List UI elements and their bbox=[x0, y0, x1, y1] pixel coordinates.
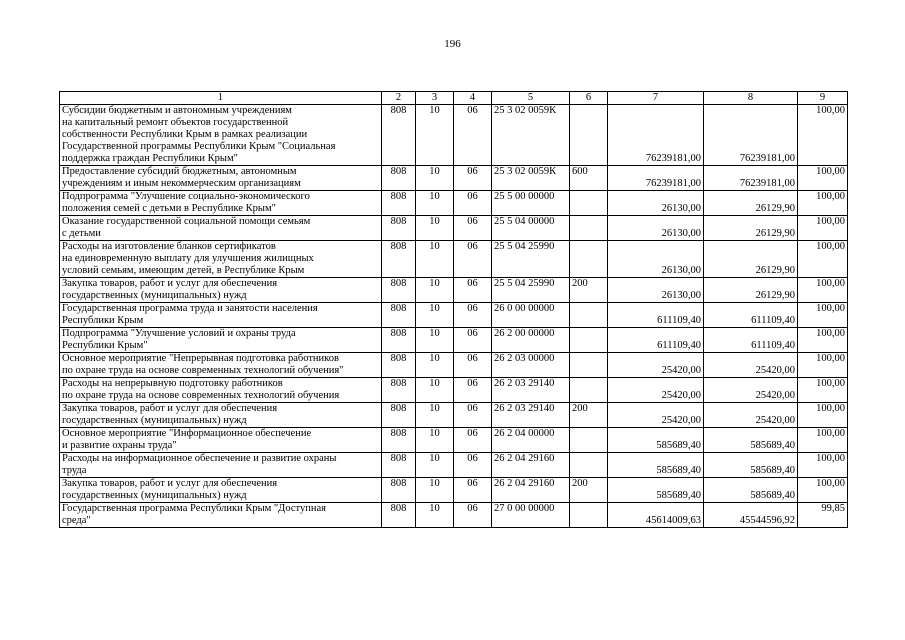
item-name-line: с детьми bbox=[62, 228, 101, 239]
executed-amount-cell: 26129,90 bbox=[704, 241, 798, 278]
expense-type-cell bbox=[570, 353, 608, 378]
item-name-line: Республики Крым bbox=[62, 315, 144, 326]
table-row bbox=[60, 503, 848, 528]
item-name-line: среда" bbox=[62, 515, 91, 526]
item-name-line: поддержка граждан Республики Крым" bbox=[62, 153, 238, 164]
item-name-line: Подпрограмма "Улучшение социально-экономического bbox=[62, 191, 310, 202]
item-name-line: Субсидии бюджетным и автономным учреждениям bbox=[62, 105, 292, 116]
header-cell: 6 bbox=[570, 92, 608, 105]
execution-percent-cell: 100,00 bbox=[798, 241, 848, 278]
item-name-line: на единовременную выплату для улучшения жилищных bbox=[62, 253, 314, 264]
ministry-code-cell: 808 bbox=[382, 191, 416, 216]
executed-amount-cell: 25420,00 bbox=[704, 403, 798, 428]
budget-table bbox=[59, 91, 848, 528]
target-article-cell: 26 2 03 29140 bbox=[492, 378, 570, 403]
subsection-code-cell: 06 bbox=[454, 503, 492, 528]
section-code-cell: 10 bbox=[416, 303, 454, 328]
item-name-line: и развитие охраны труда" bbox=[62, 440, 177, 451]
expense-type-cell: 600 bbox=[570, 166, 608, 191]
planned-amount-cell: 25420,00 bbox=[608, 353, 704, 378]
ministry-code-cell: 808 bbox=[382, 328, 416, 353]
expense-type-cell bbox=[570, 378, 608, 403]
item-name-line: Расходы на изготовление бланков сертификатов bbox=[62, 241, 276, 252]
item-name-line: Расходы на непрерывную подготовку работников bbox=[62, 378, 283, 389]
target-article-cell: 26 2 04 00000 bbox=[492, 428, 570, 453]
subsection-code-cell: 06 bbox=[454, 453, 492, 478]
item-name-line: Государственная программа труда и занятости населения bbox=[62, 303, 318, 314]
item-name-line: учреждениям и иным некоммерческим организациям bbox=[62, 178, 301, 189]
item-name-cell bbox=[60, 216, 382, 241]
table-header-row bbox=[60, 92, 848, 105]
ministry-code-cell: 808 bbox=[382, 478, 416, 503]
ministry-code-cell: 808 bbox=[382, 403, 416, 428]
table-row bbox=[60, 216, 848, 241]
subsection-code-cell: 06 bbox=[454, 353, 492, 378]
item-name-cell bbox=[60, 328, 382, 353]
target-article-cell: 27 0 00 00000 bbox=[492, 503, 570, 528]
target-article-cell: 26 2 04 29160 bbox=[492, 478, 570, 503]
expense-type-cell bbox=[570, 503, 608, 528]
section-code-cell: 10 bbox=[416, 353, 454, 378]
subsection-code-cell: 06 bbox=[454, 303, 492, 328]
executed-amount-cell: 611109,40 bbox=[704, 328, 798, 353]
expense-type-cell bbox=[570, 303, 608, 328]
expense-type-cell bbox=[570, 241, 608, 278]
item-name-line: Подпрограмма "Улучшение условий и охраны труда bbox=[62, 328, 296, 339]
item-name-line: Государственной программы Республики Крым "Социальная bbox=[62, 141, 336, 152]
table-row bbox=[60, 378, 848, 403]
execution-percent-cell: 100,00 bbox=[798, 403, 848, 428]
item-name-line: Основное мероприятие "Информационное обеспечение bbox=[62, 428, 312, 439]
item-name-line: условий семьям, имеющим детей, в Республике Крым bbox=[62, 265, 305, 276]
item-name-line: Основное мероприятие "Непрерывная подготовка работников bbox=[62, 353, 339, 364]
subsection-code-cell: 06 bbox=[454, 328, 492, 353]
table-row bbox=[60, 191, 848, 216]
item-name-cell bbox=[60, 303, 382, 328]
executed-amount-cell: 585689,40 bbox=[704, 478, 798, 503]
subsection-code-cell: 06 bbox=[454, 378, 492, 403]
target-article-cell: 25 5 04 00000 bbox=[492, 216, 570, 241]
ministry-code-cell: 808 bbox=[382, 278, 416, 303]
table-row bbox=[60, 241, 848, 278]
table-row bbox=[60, 105, 848, 166]
target-article-cell: 25 3 02 0059К bbox=[492, 166, 570, 191]
item-name-cell bbox=[60, 105, 382, 166]
expense-type-cell bbox=[570, 328, 608, 353]
execution-percent-cell: 100,00 bbox=[798, 478, 848, 503]
header-cell: 2 bbox=[382, 92, 416, 105]
expense-type-cell bbox=[570, 216, 608, 241]
section-code-cell: 10 bbox=[416, 478, 454, 503]
subsection-code-cell: 06 bbox=[454, 428, 492, 453]
item-name-line: Расходы на информационное обеспечение и развитие охраны bbox=[62, 453, 337, 464]
item-name-line: Государственная программа Республики Крым "Доступная bbox=[62, 503, 326, 514]
execution-percent-cell: 100,00 bbox=[798, 453, 848, 478]
table-row bbox=[60, 478, 848, 503]
executed-amount-cell: 25420,00 bbox=[704, 378, 798, 403]
ministry-code-cell: 808 bbox=[382, 105, 416, 166]
execution-percent-cell: 100,00 bbox=[798, 303, 848, 328]
planned-amount-cell: 585689,40 bbox=[608, 453, 704, 478]
section-code-cell: 10 bbox=[416, 191, 454, 216]
header-cell: 7 bbox=[608, 92, 704, 105]
section-code-cell: 10 bbox=[416, 428, 454, 453]
item-name-line: государственных (муниципальных) нужд bbox=[62, 415, 247, 426]
table-body bbox=[60, 105, 848, 528]
header-cell: 9 bbox=[798, 92, 848, 105]
expense-type-cell: 200 bbox=[570, 403, 608, 428]
planned-amount-cell: 585689,40 bbox=[608, 428, 704, 453]
ministry-code-cell: 808 bbox=[382, 503, 416, 528]
executed-amount-cell: 26129,90 bbox=[704, 191, 798, 216]
subsection-code-cell: 06 bbox=[454, 241, 492, 278]
target-article-cell: 26 0 00 00000 bbox=[492, 303, 570, 328]
section-code-cell: 10 bbox=[416, 241, 454, 278]
item-name-line: на капитальный ремонт объектов государственной bbox=[62, 117, 289, 128]
section-code-cell: 10 bbox=[416, 166, 454, 191]
section-code-cell: 10 bbox=[416, 328, 454, 353]
planned-amount-cell: 76239181,00 bbox=[608, 166, 704, 191]
execution-percent-cell: 100,00 bbox=[798, 216, 848, 241]
planned-amount-cell: 611109,40 bbox=[608, 303, 704, 328]
executed-amount-cell: 76239181,00 bbox=[704, 166, 798, 191]
item-name-line: Предоставление субсидий бюджетным, автономным bbox=[62, 166, 297, 177]
header-cell: 3 bbox=[416, 92, 454, 105]
section-code-cell: 10 bbox=[416, 105, 454, 166]
subsection-code-cell: 06 bbox=[454, 216, 492, 241]
target-article-cell: 26 2 04 29160 bbox=[492, 453, 570, 478]
subsection-code-cell: 06 bbox=[454, 105, 492, 166]
planned-amount-cell: 26130,00 bbox=[608, 241, 704, 278]
planned-amount-cell: 25420,00 bbox=[608, 378, 704, 403]
section-code-cell: 10 bbox=[416, 216, 454, 241]
table-row bbox=[60, 278, 848, 303]
item-name-line: Республики Крым" bbox=[62, 340, 148, 351]
ministry-code-cell: 808 bbox=[382, 453, 416, 478]
header-cell: 5 bbox=[492, 92, 570, 105]
item-name-line: по охране труда на основе современных технологий обучения bbox=[62, 390, 340, 401]
planned-amount-cell: 25420,00 bbox=[608, 403, 704, 428]
section-code-cell: 10 bbox=[416, 453, 454, 478]
expense-type-cell bbox=[570, 105, 608, 166]
table-row bbox=[60, 428, 848, 453]
section-code-cell: 10 bbox=[416, 378, 454, 403]
execution-percent-cell: 100,00 bbox=[798, 105, 848, 166]
item-name-line: по охране труда на основе современных технологий обучения" bbox=[62, 365, 344, 376]
executed-amount-cell: 26129,90 bbox=[704, 216, 798, 241]
ministry-code-cell: 808 bbox=[382, 353, 416, 378]
ministry-code-cell: 808 bbox=[382, 216, 416, 241]
item-name-cell bbox=[60, 453, 382, 478]
target-article-cell: 26 2 00 00000 bbox=[492, 328, 570, 353]
target-article-cell: 25 5 04 25990 bbox=[492, 278, 570, 303]
planned-amount-cell: 611109,40 bbox=[608, 328, 704, 353]
expense-type-cell bbox=[570, 453, 608, 478]
section-code-cell: 10 bbox=[416, 503, 454, 528]
execution-percent-cell: 100,00 bbox=[798, 191, 848, 216]
header-cell: 8 bbox=[704, 92, 798, 105]
section-code-cell: 10 bbox=[416, 403, 454, 428]
table-row bbox=[60, 166, 848, 191]
item-name-line: Оказание государственной социальной помощи семьям bbox=[62, 216, 311, 227]
executed-amount-cell: 585689,40 bbox=[704, 453, 798, 478]
item-name-cell bbox=[60, 353, 382, 378]
expense-type-cell bbox=[570, 428, 608, 453]
expense-type-cell: 200 bbox=[570, 278, 608, 303]
target-article-cell: 26 2 03 29140 bbox=[492, 403, 570, 428]
planned-amount-cell: 585689,40 bbox=[608, 478, 704, 503]
target-article-cell: 26 2 03 00000 bbox=[492, 353, 570, 378]
expense-type-cell: 200 bbox=[570, 478, 608, 503]
item-name-line: Закупка товаров, работ и услуг для обеспечения bbox=[62, 403, 278, 414]
item-name-line: положения семей с детьми в Республике Крым" bbox=[62, 203, 276, 214]
table-row bbox=[60, 453, 848, 478]
item-name-cell bbox=[60, 478, 382, 503]
item-name-cell bbox=[60, 503, 382, 528]
ministry-code-cell: 808 bbox=[382, 241, 416, 278]
table-row bbox=[60, 303, 848, 328]
execution-percent-cell: 100,00 bbox=[798, 166, 848, 191]
item-name-line: труда bbox=[62, 465, 87, 476]
execution-percent-cell: 100,00 bbox=[798, 378, 848, 403]
table-row bbox=[60, 328, 848, 353]
subsection-code-cell: 06 bbox=[454, 478, 492, 503]
item-name-line: Закупка товаров, работ и услуг для обеспечения bbox=[62, 478, 278, 489]
subsection-code-cell: 06 bbox=[454, 191, 492, 216]
subsection-code-cell: 06 bbox=[454, 166, 492, 191]
execution-percent-cell: 100,00 bbox=[798, 428, 848, 453]
header-cell: 1 bbox=[60, 92, 382, 105]
target-article-cell: 25 5 04 25990 bbox=[492, 241, 570, 278]
subsection-code-cell: 06 bbox=[454, 403, 492, 428]
expense-type-cell bbox=[570, 191, 608, 216]
item-name-line: Закупка товаров, работ и услуг для обеспечения bbox=[62, 278, 278, 289]
planned-amount-cell: 26130,00 bbox=[608, 191, 704, 216]
execution-percent-cell: 100,00 bbox=[798, 353, 848, 378]
planned-amount-cell: 26130,00 bbox=[608, 278, 704, 303]
page-number: 196 bbox=[444, 38, 461, 50]
ministry-code-cell: 808 bbox=[382, 166, 416, 191]
executed-amount-cell: 25420,00 bbox=[704, 353, 798, 378]
execution-percent-cell: 100,00 bbox=[798, 328, 848, 353]
executed-amount-cell: 611109,40 bbox=[704, 303, 798, 328]
ministry-code-cell: 808 bbox=[382, 428, 416, 453]
ministry-code-cell: 808 bbox=[382, 378, 416, 403]
item-name-line: собственности Республики Крым в рамках реализации bbox=[62, 129, 308, 140]
target-article-cell: 25 5 00 00000 bbox=[492, 191, 570, 216]
table-row bbox=[60, 403, 848, 428]
execution-percent-cell: 99,85 bbox=[798, 503, 848, 528]
table-row bbox=[60, 353, 848, 378]
executed-amount-cell: 76239181,00 bbox=[704, 105, 798, 166]
item-name-line: государственных (муниципальных) нужд bbox=[62, 490, 247, 501]
item-name-cell bbox=[60, 191, 382, 216]
target-article-cell: 25 3 02 0059К bbox=[492, 105, 570, 166]
header-cell: 4 bbox=[454, 92, 492, 105]
planned-amount-cell: 45614009,63 bbox=[608, 503, 704, 528]
item-name-cell bbox=[60, 241, 382, 278]
item-name-line: государственных (муниципальных) нужд bbox=[62, 290, 247, 301]
executed-amount-cell: 585689,40 bbox=[704, 428, 798, 453]
planned-amount-cell: 76239181,00 bbox=[608, 105, 704, 166]
planned-amount-cell: 26130,00 bbox=[608, 216, 704, 241]
subsection-code-cell: 06 bbox=[454, 278, 492, 303]
ministry-code-cell: 808 bbox=[382, 303, 416, 328]
item-name-cell bbox=[60, 403, 382, 428]
item-name-cell bbox=[60, 278, 382, 303]
execution-percent-cell: 100,00 bbox=[798, 278, 848, 303]
section-code-cell: 10 bbox=[416, 278, 454, 303]
executed-amount-cell: 26129,90 bbox=[704, 278, 798, 303]
item-name-cell bbox=[60, 428, 382, 453]
item-name-cell bbox=[60, 166, 382, 191]
executed-amount-cell: 45544596,92 bbox=[704, 503, 798, 528]
item-name-cell bbox=[60, 378, 382, 403]
